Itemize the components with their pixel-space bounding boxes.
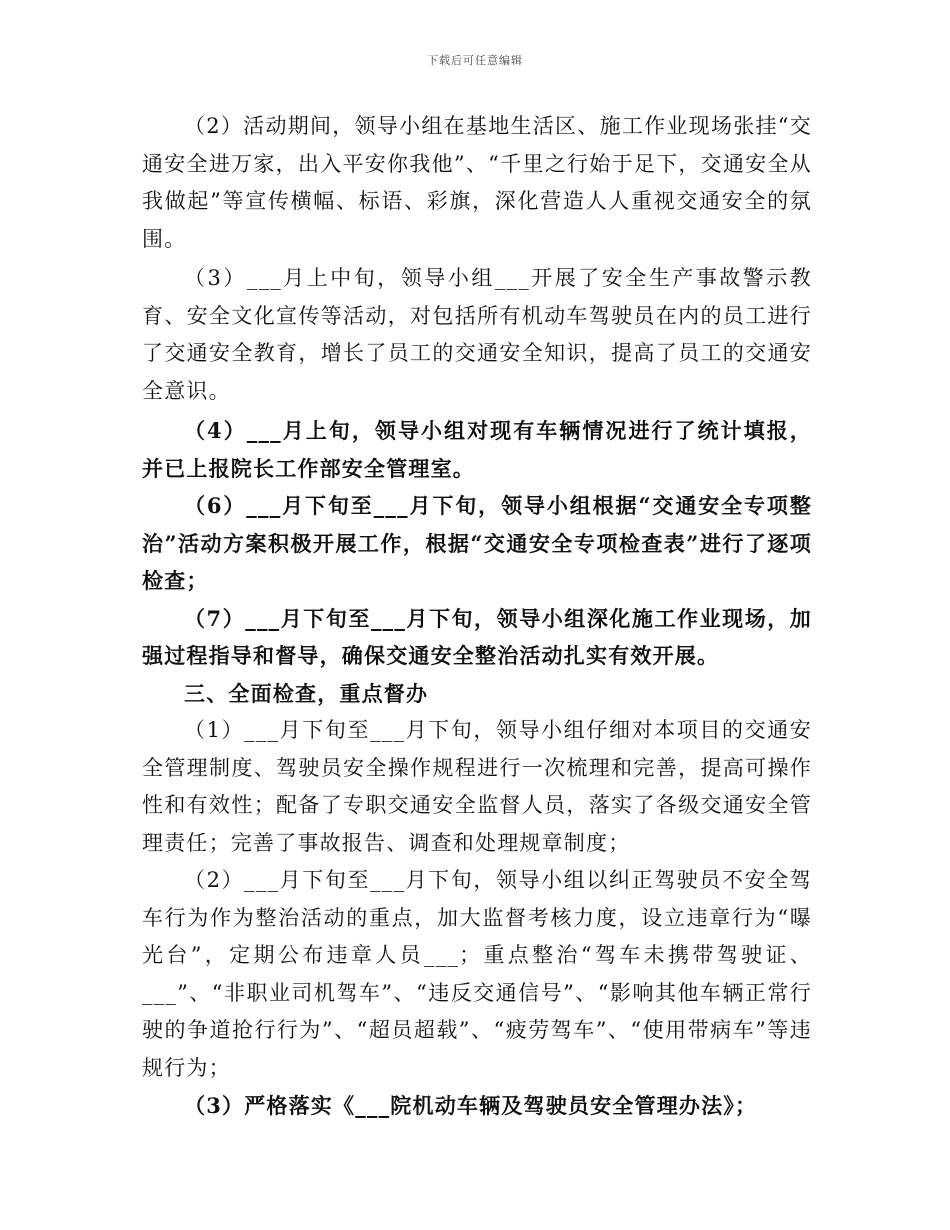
paragraph-6: （1）___月下旬至___月下旬，领导小组仔细对本项目的交通安全管理制度、驾驶员安全操作规程进行一次梳理和完善，提高可操作性和有效性；配备了专职交通安全监督人员，落实了各级交通安全管理责任；完善了事故报告、调查和处理规章制度； <box>142 718 812 855</box>
paragraph-5: （7）___月下旬至___月下旬，领导小组深化施工作业现场，加强过程指导和督导，确保交通安全整治活动扎实有效开展。 <box>142 605 812 668</box>
section-heading: 三、全面检查，重点督办 <box>184 680 429 706</box>
page-header: 下载后可任意编辑 <box>427 54 523 67</box>
paragraph-7: （2）___月下旬至___月下旬，领导小组以纠正驾驶员不安全驾车行为作为整治活动的重点，加大监督考核力度，设立违章行为“曝光台”，定期公布违章人员___；重点整治“驾车未携带驾驶证、___”、“非职业司机驾车”、“违反交通信号”、“影响其他车辆正常行驶的争道抢行行为”、“超员超载”、“疲劳驾车”、“使用带病车”等违规行为； <box>142 868 812 1080</box>
document-body <box>142 108 812 1125</box>
paragraph-2: （3）___月上中旬，领导小组___开展了安全生产事故警示教育、安全文化宣传等活动，对包括所有机动车驾驶员在内的员工进行了交通安全教育，增长了员工的交通安全知识，提高了员工的交通安全意识。 <box>142 266 812 403</box>
paragraph-3: （4）___月上旬，领导小组对现有车辆情况进行了统计填报，并已上报院长工作部安全管理室。 <box>142 418 812 481</box>
paragraph-4: （6）___月下旬至___月下旬，领导小组根据“交通安全专项整治”活动方案积极开展工作，根据“交通安全专项检查表”进行了逐项检查； <box>142 493 812 593</box>
paragraph-8: （3）严格落实《___院机动车辆及驾驶员安全管理办法》； <box>184 1093 758 1118</box>
paragraph-1: （2）活动期间，领导小组在基地生活区、施工作业现场张挂“交通安全进万家，出入平安你我他”、“千里之行始于足下，交通安全从我做起”等宣传横幅、标语、彩旗，深化营造人人重视交通安全的氛围。 <box>142 114 812 251</box>
